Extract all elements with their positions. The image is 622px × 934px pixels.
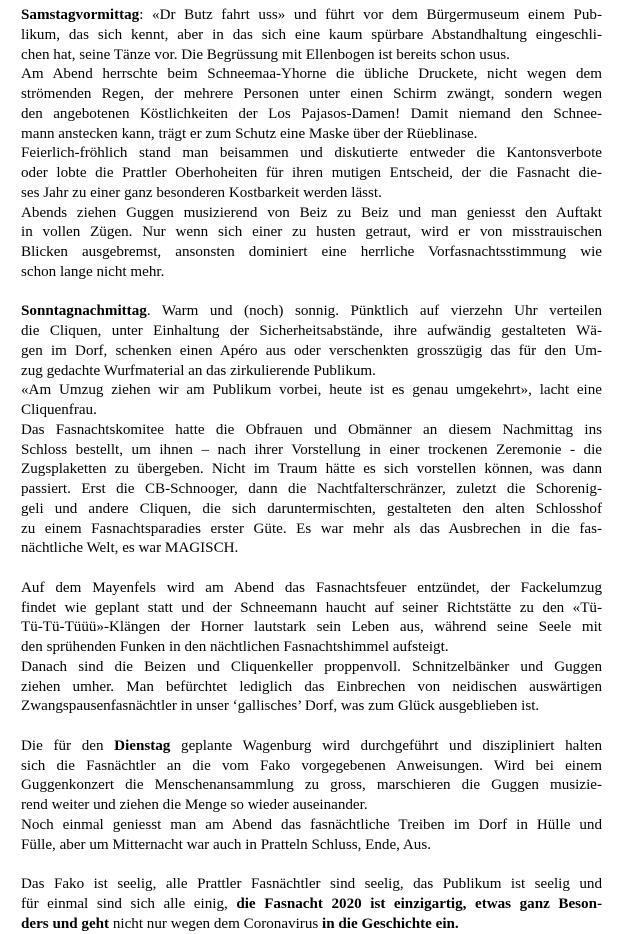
- text-line: [21, 460, 602, 480]
- text-line: [21, 895, 602, 915]
- text-run: Guggenkonzert die Menschenansammlung zu gross, marschieren die Guggen musizie-: [21, 777, 602, 793]
- text-line: [21, 678, 602, 698]
- bold-text: Dienstag: [114, 738, 170, 754]
- text-run: Abends ziehen Guggen musizierend von Beiz zu Beiz und man geniesst den Auftakt: [21, 205, 602, 221]
- text-line: [21, 184, 602, 204]
- text-line: [21, 401, 602, 421]
- text-line: [21, 85, 602, 105]
- text-run: den sprühenden Funken in den nächtlichen Fasnachtshimmel aufsteigt.: [21, 639, 449, 655]
- text-line: [21, 223, 602, 243]
- text-line: [21, 776, 602, 796]
- paragraph-gap: [21, 717, 602, 737]
- text-line: [21, 65, 602, 85]
- text-line: [21, 638, 602, 658]
- text-line: [21, 26, 602, 46]
- text-run: für einmal sind sich alle einig,: [21, 896, 236, 912]
- text-run: mann anstecken kann, trägt er zum Schutz eine Maske über der Rüeblinase.: [21, 126, 477, 142]
- text-line: [21, 757, 602, 777]
- text-run: gen im Dorf, schenken einen Apéro aus oder verschenkten grosszügig das für den Um-: [21, 343, 602, 359]
- text-run: Blicken ausgebremst, ansonsten dominiert eine herrliche Vorfasnachtsstimmung wie: [21, 244, 602, 260]
- text-run: Am Abend herrschte beim Schneemaa-Yhorne die übliche Druckete, nicht wegen dem: [21, 66, 602, 82]
- text-run: geplante Wagenburg wird durchgeführt und diszipliniert halten: [170, 738, 602, 754]
- text-run: nächtliche Welt, es war MAGISCH.: [21, 540, 238, 556]
- bold-text: in die Geschichte ein.: [322, 916, 459, 932]
- text-run: passiert. Erst die CB-Schnooger, dann die Nachtfalterschränzer, zuletzt die Schorenig-: [21, 481, 602, 497]
- paragraph-gap: [21, 559, 602, 579]
- bold-text: die Fasnacht 2020 ist einzigartig, etwas ganz Beson-: [236, 896, 602, 912]
- text-run: Cliquenfrau.: [21, 402, 97, 418]
- text-run: nicht nur wegen dem Coronavirus: [109, 916, 322, 932]
- text-run: Tü-Tü-Tüüü»-Klängen der Horner lautstark sein Leben aus, während seine Seele mit: [21, 619, 602, 635]
- text-line: [21, 6, 602, 26]
- text-line: [21, 421, 602, 441]
- text-run: likum, das sich kennt, aber in das sich eine kaum spürbare Abstandhaltung eingeschli-: [21, 27, 602, 43]
- text-run: Schloss bestellt, um ihnen – nach ihrer Vorstellung in einer trockenen Zeremonie - die: [21, 442, 602, 458]
- bold-text: Samstagvormittag: [21, 7, 139, 23]
- text-line: [21, 204, 602, 224]
- text-line: [21, 46, 602, 66]
- text-run: Die für den: [21, 738, 114, 754]
- text-line: [21, 302, 602, 322]
- paragraph: [21, 875, 602, 934]
- text-run: Noch einmal geniesst man am Abend das fasnächtliche Treiben im Dorf in Hülle und: [21, 817, 602, 833]
- text-line: [21, 915, 602, 934]
- text-line: [21, 875, 602, 895]
- text-run: Danach sind die Beizen und Cliquenkeller proppenvoll. Schnitzelbänker und Guggen: [21, 659, 602, 675]
- text-line: [21, 539, 602, 559]
- text-line: [21, 520, 602, 540]
- text-line: [21, 243, 602, 263]
- text-run: Das Fako ist seelig, alle Prattler Fasnächtler sind seelig, das Publikum ist seelig und: [21, 876, 602, 892]
- text-line: [21, 144, 602, 164]
- text-line: [21, 164, 602, 184]
- text-run: den angebotenen Köstlichkeiten der Los Pajasos-Damen! Damit niemand den Schnee-: [21, 106, 602, 122]
- text-line: [21, 697, 602, 717]
- text-line: [21, 579, 602, 599]
- text-line: [21, 322, 602, 342]
- bold-text: Sonntagnachmittag: [21, 303, 147, 319]
- text-run: zu einem Fasnachtsparadies erster Güte. Es war mehr als das Ausbrechen in die fas-: [21, 521, 602, 537]
- text-run: oder lobte die Prattler Oberhoheiten für ihren mutigen Entscheid, der die Fasnacht die-: [21, 165, 602, 181]
- bold-text: ders und geht: [21, 916, 109, 932]
- text-line: [21, 618, 602, 638]
- text-line: [21, 480, 602, 500]
- text-line: [21, 441, 602, 461]
- text-run: zug gedachte Wurfmaterial an das zirkulierende Publikum.: [21, 363, 376, 379]
- text-line: [21, 836, 602, 856]
- text-run: chen hat, seine Tänze vor. Die Begrüssung mit Ellenbogen ist bereits schon usus.: [21, 47, 510, 63]
- text-line: [21, 381, 602, 401]
- paragraph: [21, 302, 602, 559]
- text-run: «Am Umzug ziehen wir am Publikum vorbei, heute ist es genau umgekehrt», lacht eine: [21, 382, 602, 398]
- text-line: [21, 737, 602, 757]
- text-run: schon lange nicht mehr.: [21, 264, 164, 280]
- text-run: ziehen umher. Man befürchtet lediglich das Einbrechen von neidischen auswärtigen: [21, 679, 602, 695]
- text-run: strömenden Regen, der mehrere Personen unter einen Schirm zwängt, sondern wegen: [21, 86, 602, 102]
- text-run: in vollen Zügen. Nur wenn sich einer zu husten getraut, wird er von misstrauischen: [21, 224, 602, 240]
- text-line: [21, 658, 602, 678]
- text-line: [21, 796, 602, 816]
- text-run: ses Jahr zu einer ganz besonderen Kostbarkeit werden lässt.: [21, 185, 382, 201]
- paragraph-gap: [21, 855, 602, 875]
- text-line: [21, 125, 602, 145]
- paragraph-gap: [21, 283, 602, 303]
- text-run: findet wie geplant statt und der Schneemann haucht auf seiner Richtstätte zu den «Tü-: [21, 600, 602, 616]
- text-run: Feierlich-fröhlich stand man beisammen und diskutierte entweder die Kantonsverbote: [21, 145, 602, 161]
- text-line: [21, 500, 602, 520]
- text-run: Auf dem Mayenfels wird am Abend das Fasnachtsfeuer entzündet, der Fackelumzug: [21, 580, 602, 596]
- text-run: rend weiter und ziehen die Menge so wieder auseinander.: [21, 797, 368, 813]
- text-line: [21, 362, 602, 382]
- text-run: sich die Fasnächtler an die vom Fako vorgegebenen Anweisungen. Wird bei einem: [21, 758, 602, 774]
- paragraph: [21, 579, 602, 717]
- text-run: : «Dr Butz fahrt uss» und führt vor dem Bürgermuseum einem Pub-: [139, 7, 602, 23]
- text-line: [21, 816, 602, 836]
- text-line: [21, 342, 602, 362]
- text-run: Zwangspausenfasnächtler in unser ‘gallisches’ Dorf, was zum Glück ausgeblieben ist.: [21, 698, 539, 714]
- text-run: Fülle, aber um Mitternacht war auch in Pratteln Schluss, Ende, Aus.: [21, 837, 431, 853]
- paragraph: [21, 6, 602, 283]
- text-run: die Cliquen, unter Einhaltung der Sicherheitsabstände, ihre aufwändig gestalteten Wä-: [21, 323, 602, 339]
- text-line: [21, 599, 602, 619]
- text-run: Das Fasnachtskomitee hatte die Obfrauen und Obmänner an diesem Nachmittag ins: [21, 422, 602, 438]
- text-run: geli und andere Cliquen, die sich daruntermischten, gestalteten den alten Schlosshof: [21, 501, 602, 517]
- paragraph: [21, 737, 602, 856]
- text-run: Zugsplaketten zu übergeben. Nicht im Traum hätte es sich vorstellen können, was dann: [21, 461, 602, 477]
- text-line: [21, 263, 602, 283]
- text-run: . Warm und (noch) sonnig. Pünktlich auf vierzehn Uhr verteilen: [147, 303, 602, 319]
- text-line: [21, 105, 602, 125]
